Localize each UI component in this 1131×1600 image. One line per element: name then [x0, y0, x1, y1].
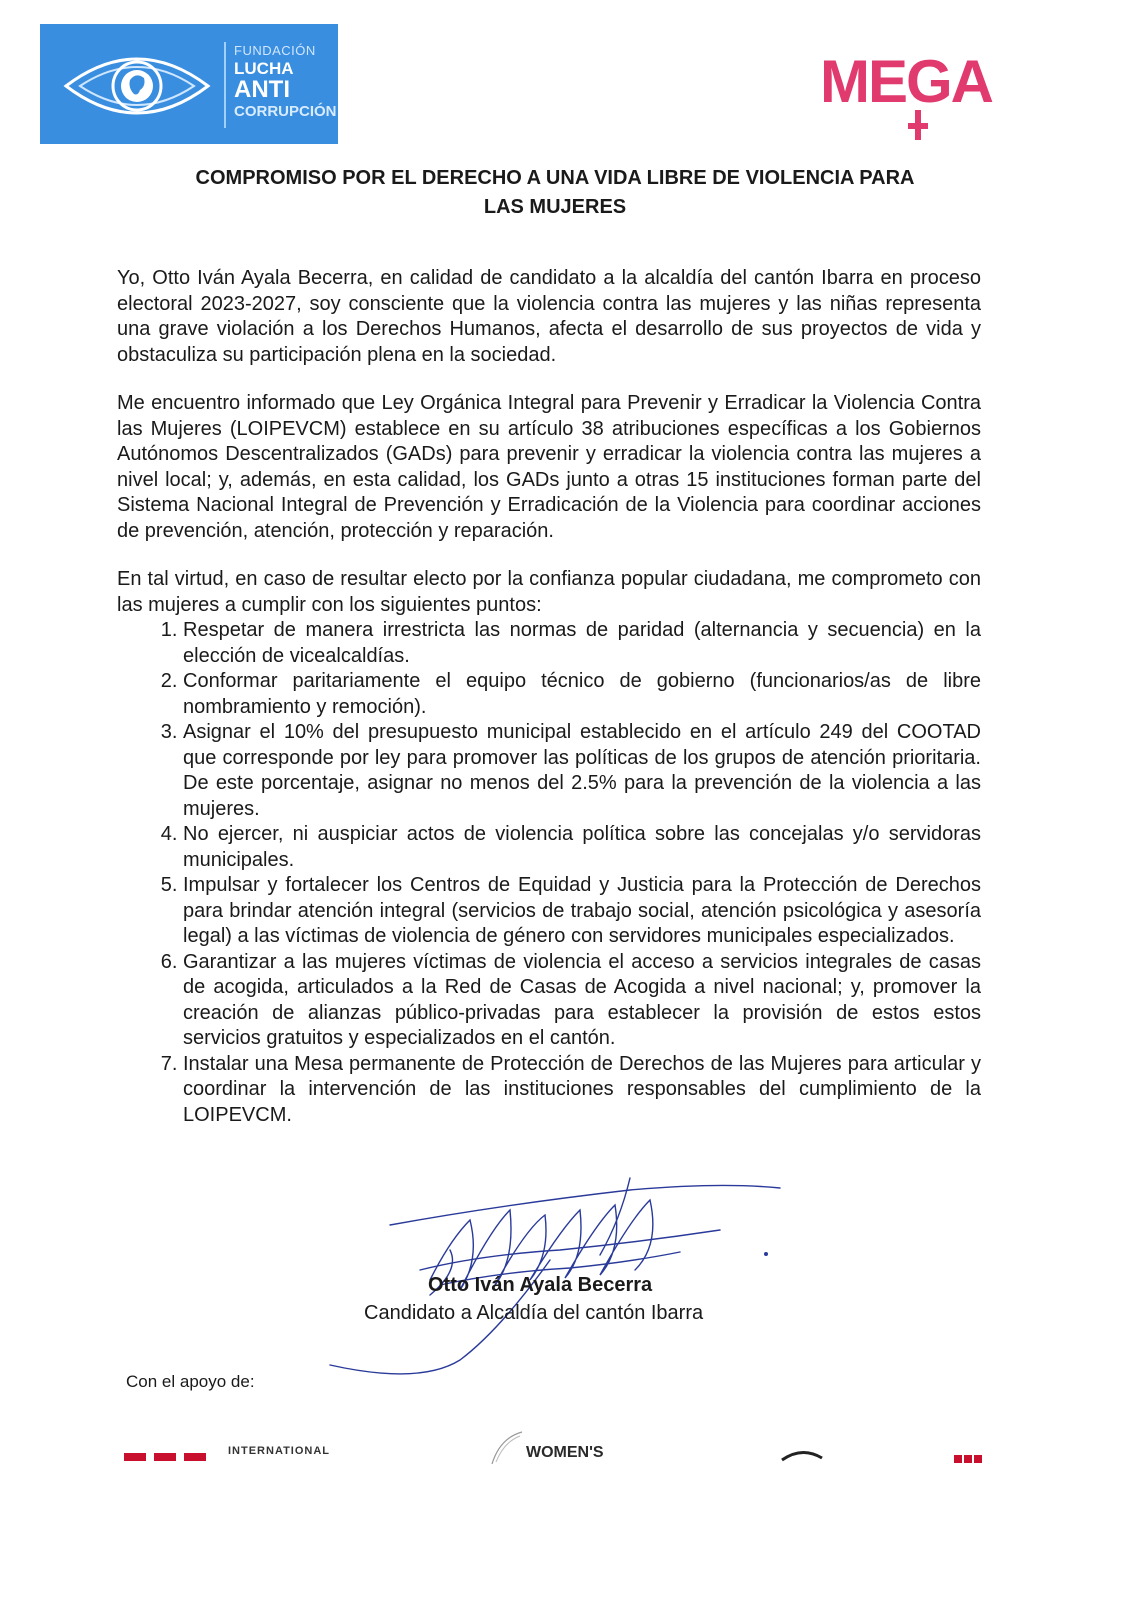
fundacion-lucha-anticorrupcion-logo	[40, 24, 338, 144]
document-title	[120, 164, 990, 222]
logo-line-fundacion: FUNDACIÓN	[234, 43, 316, 58]
female-symbol-icon	[898, 92, 938, 142]
logo-line-lucha: LUCHA	[234, 59, 294, 78]
commitment-item: 7. Instalar una Mesa permanente de Protección de Derechos de las Mujeres para articular y coordinar la intervención de las instituciones responsables del cumplimiento de la LOIPEVCM.	[183, 1052, 981, 1129]
logo-line-anti: ANTI	[234, 76, 290, 103]
feather-icon	[486, 1428, 526, 1468]
commitment-item: 5. Impulsar y fortalecer los Centros de Equidad y Justicia para la Protección de Derechos para brindar atención integral (servicios de trabajo social, atención psicológica y asesoría legal) a las víctimas de violencia de género con servidores municipales especializados.	[183, 873, 981, 950]
sponsor-logo-arc	[780, 1448, 824, 1462]
sponsor-womens-text: WOMEN'S	[526, 1444, 604, 1461]
document-body	[117, 266, 981, 1128]
mega-logo	[820, 48, 1020, 152]
commitment-item: 2. Conformar paritariamente el equipo técnico de gobierno (funcionarios/as de libre nombramiento y remoción).	[183, 669, 981, 720]
signatory-name: Otto Iván Ayala Becerra	[428, 1274, 653, 1296]
eye-icon	[62, 46, 212, 126]
sponsor-logo-womens	[486, 1428, 604, 1473]
commitment-item: 3. Asignar el 10% del presupuesto municipal establecido en el artículo 249 del COOTAD que corresponde por ley para promover las políticas de los grupos de atención prioritaria. De este porcentaje, asignar no menos del 2.5% para la prevención de la violencia a las mujeres.	[183, 720, 981, 822]
title-line-1: COMPROMISO POR EL DERECHO A UNA VIDA LIBRE DE VIOLENCIA PARA	[195, 167, 915, 189]
signatory-role: Candidato a Alcaldía del cantón Ibarra	[364, 1302, 704, 1324]
sponsor-logo-red	[954, 1450, 984, 1460]
logo-divider	[224, 42, 226, 128]
paragraph-declaration: Yo, Otto Iván Ayala Becerra, en calidad de candidato a la alcaldía del cantón Ibarra en proceso electoral 2023-2027, soy consciente que la violencia contra las mujeres y las niñas representa una grave violación a los Derechos Humanos, afecta el desarrollo de sus proyectos de vida y obstaculiza su participación plena en la sociedad.	[117, 267, 981, 366]
paragraph-commitment-intro: En tal virtud, en caso de resultar electo por la confianza popular ciudadana, me comprometo con las mujeres a cumplir con los siguientes puntos:	[117, 568, 981, 616]
paragraph-legal-context: Me encuentro informado que Ley Orgánica Integral para Prevenir y Erradicar la Violencia Contra las Mujeres (LOIPEVCM) establece en su artículo 38 atribuciones específicas a los Gobiernos Autónomos Descentralizados (GADs) para prevenir y erradicar la violencia contra las mujeres a nivel local; y, además, en esta calidad, los GADs junto a otras 15 instituciones forman parte del Sistema Nacional Integral de Prevención y Erradicación de la Violencia para coordinar acciones de prevención, atención, protección y reparación.	[117, 392, 981, 542]
sponsor-logo-international	[124, 1445, 331, 1466]
title-line-2: LAS MUJERES	[483, 196, 627, 218]
sponsor-international-text: INTERNATIONAL	[228, 1445, 331, 1457]
support-label: Con el apoyo de:	[126, 1372, 255, 1391]
commitment-item: 6. Garantizar a las mujeres víctimas de violencia el acceso a servicios integrales de casas de acogida, articulados a la Red de Casas de Acogida a nivel nacional; y, promover la creación de alianzas público-privadas para establecer la provisión de estos estos servicios gratuitos y especializados en el cantón.	[183, 950, 981, 1052]
mega-logo-text: MEGA	[820, 48, 992, 115]
commitments-list	[117, 618, 981, 1128]
commitment-item: 4. No ejercer, ni auspiciar actos de violencia política sobre las concejalas y/o servidoras municipales.	[183, 822, 981, 873]
commitment-item: 1. Respetar de manera irrestricta las normas de paridad (alternancia y secuencia) en la elección de vicealcaldías.	[183, 618, 981, 669]
logo-line-corrupcion: CORRUPCIÓN	[234, 103, 337, 120]
